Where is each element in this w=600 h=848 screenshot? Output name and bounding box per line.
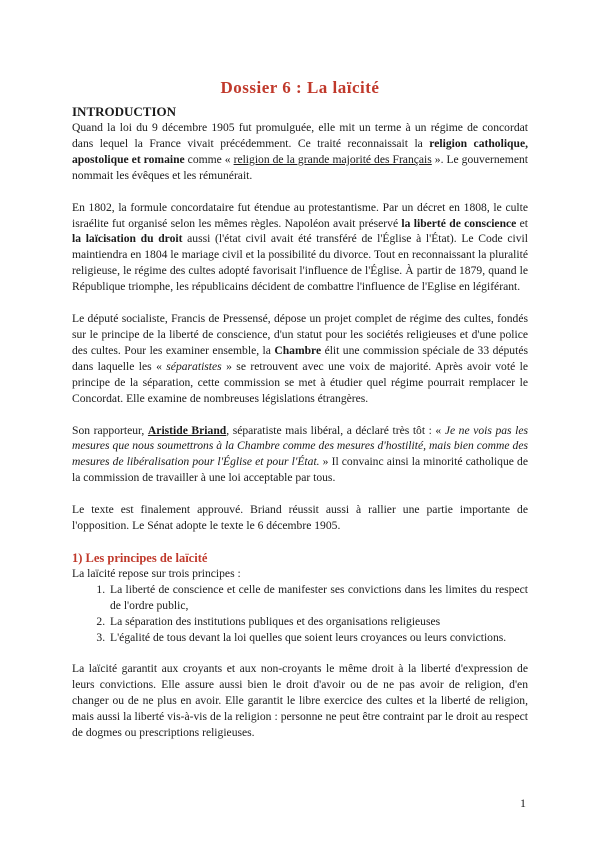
text: En 1802, la formule concordataire fut étendue au protestantisme. Par un décret en 1808, le culte israélite fut organisé selon les mêmes règles. Napoléon avait préservé: [72, 200, 528, 230]
intro-paragraph-4: [72, 423, 528, 487]
section-1-heading: 1) Les principes de laïcité: [72, 550, 208, 565]
bold-text: la liberté de conscience: [401, 216, 517, 230]
text: Le député socialiste, Francis de Pressensé, dépose un projet complet de régime des cultes, fondés sur le principe de la liberté de conscience, d'un statut pour les sociétés religieuses et d'une police des cultes. Pour les examiner ensemble, la: [72, 312, 528, 357]
document-page: [72, 78, 528, 741]
list-item: 2. La séparation des institutions publiques et des organisations religieuses: [108, 614, 528, 630]
bold-text: religion catholique, apostolique et romaine: [72, 136, 528, 166]
document-title: Dossier 6 : La laïcité: [220, 78, 380, 97]
italic-text: séparatistes: [166, 359, 222, 373]
text: Son rapporteur,: [72, 423, 148, 437]
text: et: [516, 216, 529, 230]
text: aussi (l'état civil avait été transféré de l'Église à l'État). Le Code civil maintiendra en 1804 le mariage civil et la possibilité du divorce. Tout en reconnaissant la pluralité religieuse, le régime des cultes adopté favorisait l'influence de l'Église. À partir de 1879, quand le République triomphe, les républicains décident de combattre l'influence de l'Eglise en légiférant.: [72, 232, 528, 294]
text: comme «: [184, 152, 234, 166]
list-item: 3. L'égalité de tous devant la loi quelles que soient leurs croyances ou leurs convictions.: [108, 630, 528, 646]
section-1-paragraph: La laïcité garantit aux croyants et aux non-croyants le même droit à la liberté d'expression de leurs convictions. Elle assure aussi bien le droit d'avoir ou de ne pas avoir de religion, d'en changer ou de ne plus en avoir. Elle garantit le libre exercice des cultes et la liberté de religion, mais aussi la liberté vis-à-vis de la religion : personne ne peut être contraint par le droit au respect de dogmes ou prescriptions religieuses.: [72, 662, 528, 740]
text: Quand la loi du 9 décembre 1905 fut promulguée, elle mit un terme à un régime de concordat dans lequel la France vivait précédemment. Ce traité reconnaissait la: [72, 121, 528, 150]
text: ». Le gouvernement nommait les évêques et les rémunérait.: [72, 152, 528, 182]
section-1-lead: La laïcité repose sur trois principes :: [72, 566, 241, 580]
text: » Il convainc ainsi la minorité catholique de la commission de travailler à une loi acceptable par tous.: [72, 455, 528, 485]
intro-paragraph-1: [72, 120, 528, 184]
bold-text: la laïcisation du droit: [72, 232, 183, 246]
bold-text: Chambre: [274, 343, 322, 357]
text: , séparatiste mais libéral, a déclaré très tôt : «: [226, 423, 445, 437]
list-item: 1. La liberté de conscience et celle de manifester ses convictions dans les limites du respect de l'ordre public,: [108, 582, 528, 614]
text: élit une commission spéciale de 33 députés dans laquelle les «: [72, 343, 528, 373]
intro-paragraph-3: [72, 311, 528, 406]
italic-quote: Je ne vois pas les mesures que nous soumettrons à la Chambre comme des mesures d'hostilité, mais bien comme des mesures de libéralisation pour l'Église et pour l'État.: [72, 423, 529, 469]
text: » se retrouvent avec une voix de majorité. Après avoir voté le principe de la séparation, cette commission se met à étudier quel régime pourrait remplacer le Concordat. Elle examine de nombreuses législations étrangères.: [72, 359, 528, 405]
principles-list: [72, 582, 528, 646]
underlined-text: religion de la grande majorité des Français: [233, 152, 432, 166]
introduction-heading: INTRODUCTION: [72, 104, 177, 119]
page-number: 1: [520, 796, 526, 810]
bold-underlined-text: Aristide Briand: [147, 423, 227, 437]
intro-paragraph-2: [72, 200, 528, 295]
intro-paragraph-5: Le texte est finalement approuvé. Briand réussit aussi à rallier une partie importante de l'opposition. Le Sénat adopte le texte le 6 décembre 1905.: [72, 503, 528, 533]
